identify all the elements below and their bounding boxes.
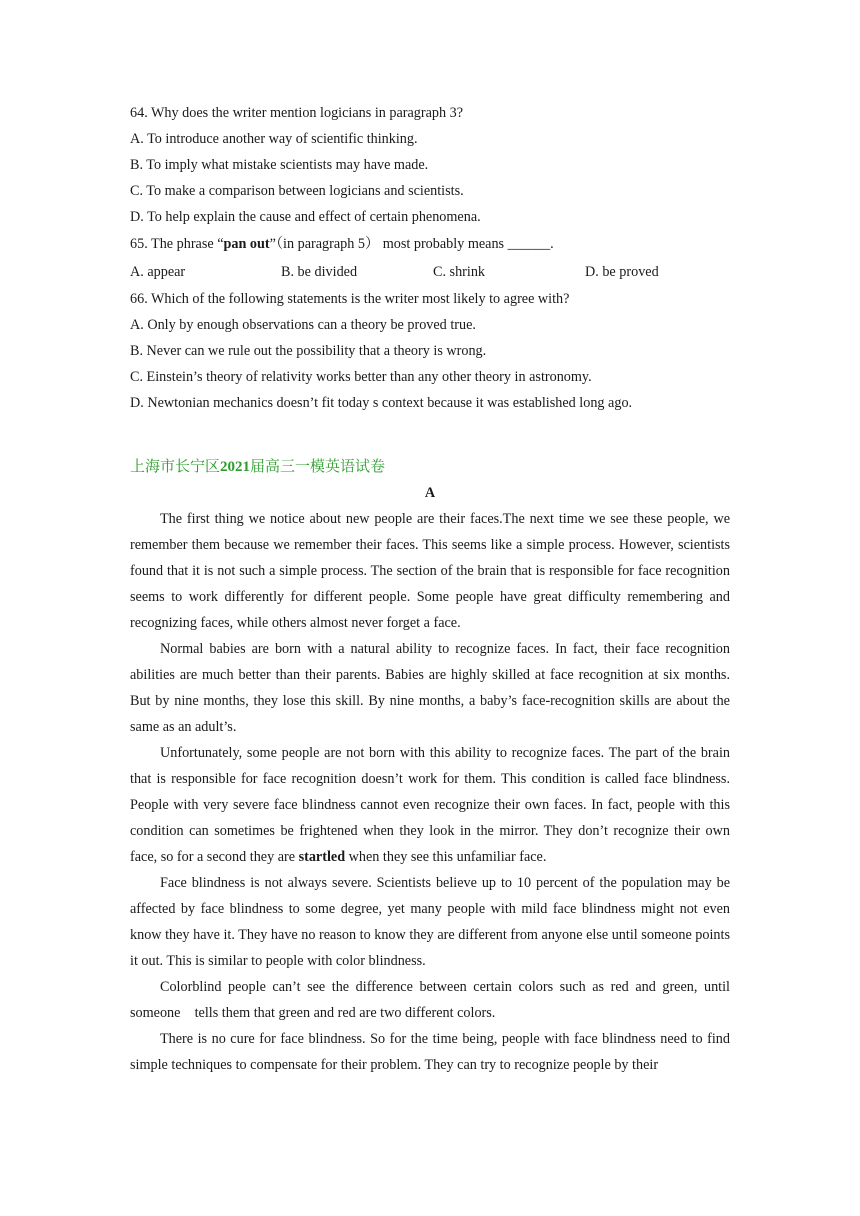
- passage-paragraph-2: Normal babies are born with a natural ability to recognize faces. In fact, their face recognition abilities are much better than their parents. Babies are highly skilled at face recognition at six months. But by nine months, they lose this skill. By nine months, a baby’s face-recognition skills are about the same as an adult’s.: [130, 641, 730, 735]
- question-66-option-c: C. Einstein’s theory of relativity works better than any other theory in astronomy.: [130, 369, 592, 385]
- section-title-exam: 届高三一模英语试卷: [250, 459, 386, 475]
- passage-heading: A: [424, 485, 436, 501]
- question-65-options: [130, 258, 730, 286]
- passage-paragraph-4: Face blindness is not always severe. Scientists believe up to 10 percent of the population may be affected by face blindness to some degree, yet many people with mild face blindness might not even know they have it. They have no reason to know they are different from anyone else until someone points it out. This is similar to people with color blindness.: [130, 875, 730, 969]
- question-65-option-b: B. be divided: [281, 264, 358, 280]
- question-64-option-b: B. To imply what mistake scientists may have made.: [130, 157, 429, 173]
- question-64: [130, 100, 730, 230]
- question-65-option-a: A. appear: [130, 264, 186, 280]
- question-66: [130, 286, 730, 416]
- question-66-stem: 66. Which of the following statements is the writer most likely to agree with?: [130, 291, 570, 307]
- section-title-year: 2021: [220, 459, 251, 475]
- question-64-option-d: D. To help explain the cause and effect of certain phenomena.: [130, 209, 481, 225]
- question-66-option-b: B. Never can we rule out the possibility that a theory is wrong.: [130, 343, 487, 359]
- reading-passage: [130, 506, 730, 1078]
- question-65-stem-start: 65. The phrase “: [130, 236, 224, 252]
- passage-paragraph-1: The first thing we notice about new people are their faces.The next time we see these people, we remember them because we remember their faces. This seems like a simple process. However, scientists found that it is not such a simple process. The section of the brain that is responsible for face recognition seems to work differently for different people. Some people have great difficulty remembering and recognizing faces, while others almost never forget a face.: [130, 511, 730, 631]
- question-65-phrase: pan out: [223, 236, 270, 252]
- passage-paragraph-3: [130, 740, 730, 870]
- passage-paragraph-5: Colorblind people can’t see the difference between certain colors such as red and green, until someone tells them that green and red are two different colors.: [130, 979, 730, 1021]
- question-66-option-d: D. Newtonian mechanics doesn’t fit today s context because it was established long ago.: [130, 395, 633, 411]
- question-64-option-c: C. To make a comparison between logicians and scientists.: [130, 183, 464, 199]
- question-65-option-d: D. be proved: [585, 264, 659, 280]
- question-65-stem-end: ”（in paragraph 5） most probably means ______.: [269, 236, 554, 252]
- question-64-option-a: A. To introduce another way of scientific thinking.: [130, 131, 418, 147]
- section-title-district: 上海市长宁区: [130, 459, 221, 475]
- question-64-stem: 64. Why does the writer mention logicians in paragraph 3?: [130, 105, 464, 121]
- question-66-option-a: A. Only by enough observations can a theory be proved true.: [130, 317, 476, 333]
- question-65-option-c: C. shrink: [433, 264, 486, 280]
- passage-paragraph-3-start: Unfortunately, some people are not born with this ability to recognize faces. The part of the brain that is responsible for face recognition doesn’t work for them. This condition is called face blindness. People with very severe face blindness cannot even recognize their own faces. In fact, people with this condition can sometimes be frightened when they look in the mirror. They don’t recognize their own face, so for a second they are: [130, 745, 730, 865]
- section-title: [130, 454, 730, 480]
- passage-paragraph-3-end: when they see this unfamiliar face.: [345, 849, 547, 865]
- passage-keyword-startled: startled: [298, 849, 346, 865]
- passage-paragraph-6: There is no cure for face blindness. So for the time being, people with face blindness need to find simple techniques to compensate for their problem. They can try to recognize people by their: [130, 1031, 730, 1073]
- question-65-stem: [130, 230, 730, 258]
- question-65: [130, 230, 730, 286]
- exam-page: [130, 100, 730, 1078]
